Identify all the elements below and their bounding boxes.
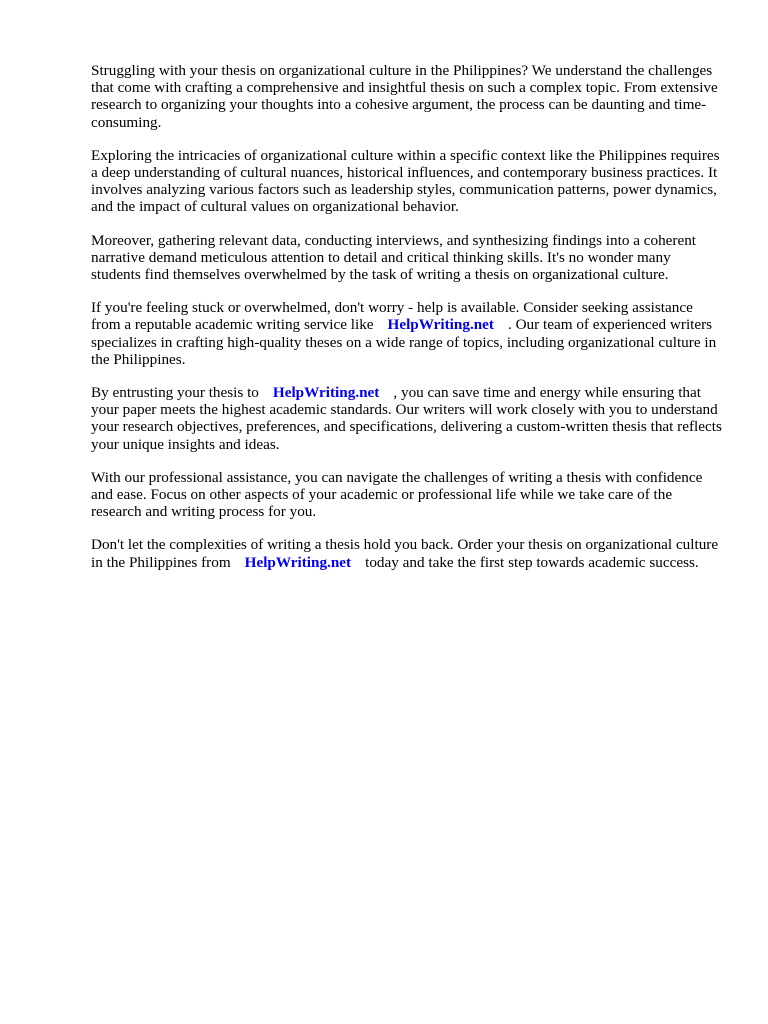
paragraph-context: Exploring the intricacies of organizational culture within a specific context like the Philippines requires a deep understanding of cultural nuances, historical influences, and contemporary business practices. It involves analyzing various factors such as leadership styles, communication patterns, power dynamics, and the impact of cultural values on organizational behavior. [91, 146, 720, 216]
paragraph-entrust-text-start: By entrusting your thesis to [91, 384, 259, 402]
paragraph-help [91, 299, 723, 368]
helpwriting-link-1[interactable]: HelpWriting.net [387, 316, 494, 334]
paragraph-order-text-start: Don't let the complexities of writing a thesis hold you back. Order your thesis on organizational culture in the Philippines from [91, 536, 719, 571]
paragraph-order [91, 536, 723, 570]
paragraph-research: Moreover, gathering relevant data, conducting interviews, and synthesizing findings into a coherent narrative demand meticulous attention to detail and critical thinking skills. It's no wonder many students find themselves overwhelmed by the task of writing a thesis on organizational culture. [91, 231, 697, 284]
paragraph-intro: Struggling with your thesis on organizational culture in the Philippines? We understand the challenges that come with crafting a comprehensive and insightful thesis on such a complex topic. From extensive research to organizing your thoughts into a cohesive argument, the process can be daunting and time-consuming. [91, 62, 718, 131]
paragraph-order-text-end: today and take the first step towards academic success. [365, 553, 699, 571]
paragraph-entrust-text-end: , you can save time and energy while ensuring that your paper meets the highest academic standards. Our writers will work closely with you to understand your research objectives, preferences, and specifications, delivering a custom-written thesis that reflects your unique insights and ideas. [91, 384, 722, 453]
paragraph-help-text-end: . Our team of experienced writers specializes in crafting high-quality theses on a wide range of topics, including organizational culture in the Philippines. [91, 316, 717, 368]
paragraph-assistance: With our professional assistance, you can navigate the challenges of writing a thesis with confidence and ease. Focus on other aspects of your academic or professional life while we take care of the research and writing process for you. [91, 468, 703, 521]
document-body [91, 62, 723, 587]
paragraph-help-text-start: If you're feeling stuck or overwhelmed, don't worry - help is available. Consider seeking assistance from a reputable academic writing service like [91, 299, 693, 334]
helpwriting-link-3[interactable]: HelpWriting.net [244, 553, 352, 571]
paragraph-entrust [91, 384, 723, 453]
helpwriting-link-2[interactable]: HelpWriting.net [272, 384, 380, 402]
